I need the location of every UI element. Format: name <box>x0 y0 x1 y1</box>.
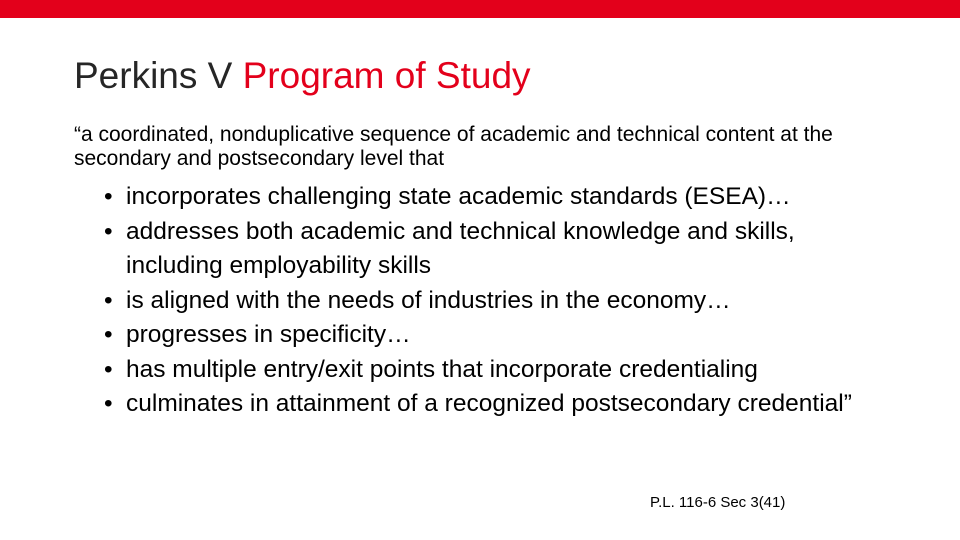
top-accent-bar <box>0 0 960 18</box>
list-item <box>102 284 882 319</box>
bullet-icon: • <box>104 183 113 210</box>
list-item <box>102 318 882 353</box>
list-item <box>102 180 882 215</box>
slide-title <box>74 56 531 97</box>
slide-title-accent: Program of Study <box>242 55 531 96</box>
list-item-text: incorporates challenging state academic standards (ESEA)… <box>126 183 791 210</box>
list-item-text: is aligned with the needs of industries in the economy… <box>126 286 731 314</box>
bullet-icon: • <box>104 355 113 383</box>
bullet-icon: • <box>104 217 113 245</box>
list-item-text: progresses in specificity… <box>126 321 411 348</box>
slide-title-plain: Perkins V <box>74 55 243 96</box>
legal-citation: P.L. 116-6 Sec 3(41) <box>650 494 786 511</box>
bullet-icon: • <box>104 321 113 348</box>
list-item-text: has multiple entry/exit points that incorporate credentialing <box>126 355 758 383</box>
bullet-icon: • <box>104 390 113 417</box>
criteria-list <box>102 180 882 422</box>
list-item-text: culminates in attainment of a recognized postsecondary credential” <box>126 390 852 417</box>
definition-intro: “a coordinated, nonduplicative sequence of academic and technical content at the secondary and postsecondary level that <box>74 123 833 170</box>
list-item <box>102 353 882 388</box>
list-item <box>102 387 882 422</box>
list-item-text: addresses both academic and technical knowledge and skills, including employability skills <box>126 217 795 279</box>
bullet-icon: • <box>104 286 113 314</box>
list-item <box>102 215 882 284</box>
